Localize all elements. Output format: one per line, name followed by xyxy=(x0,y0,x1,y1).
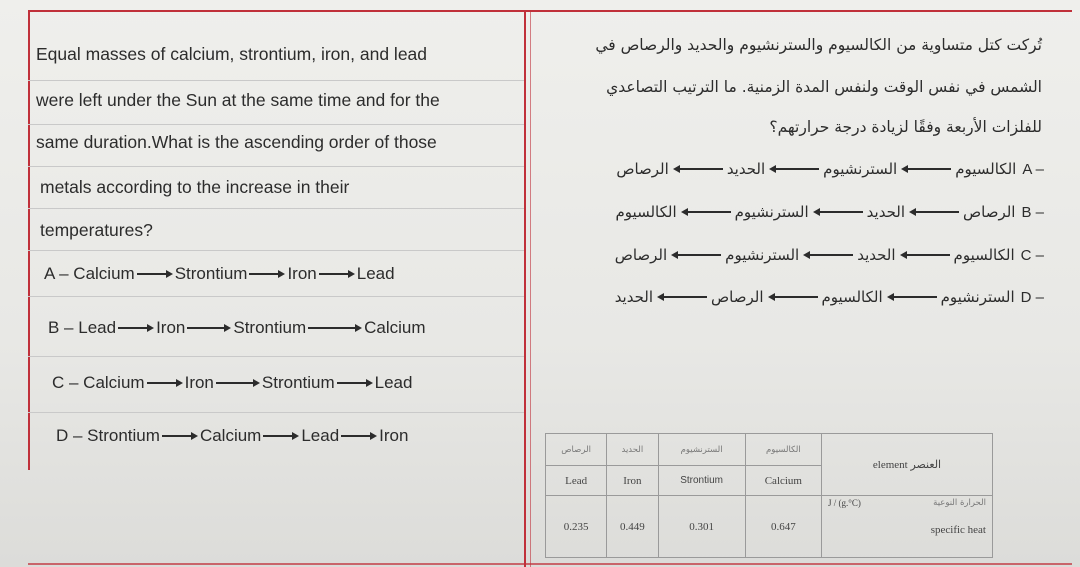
option-label: A – Calcium xyxy=(44,264,135,283)
option-item: Strontium xyxy=(233,318,307,337)
rule-line xyxy=(28,296,524,297)
option-b-en[interactable] xyxy=(48,318,426,338)
option-item: الحديد xyxy=(857,246,896,264)
center-divider-2 xyxy=(530,10,531,567)
bottom-border xyxy=(28,563,1072,565)
left-border xyxy=(28,10,30,470)
specific-heat-table xyxy=(545,433,993,558)
option-item: السترنشيوم xyxy=(940,288,1015,306)
table-header-en: Calcium xyxy=(745,466,821,496)
option-item: الحديد xyxy=(866,203,906,221)
rule-line xyxy=(28,124,524,125)
specific-heat-cell xyxy=(822,496,993,558)
table-value: 0.235 xyxy=(546,496,607,558)
specific-heat-en: specific heat xyxy=(930,524,986,536)
option-item: Calcium xyxy=(199,426,262,445)
top-border xyxy=(28,10,1072,12)
rule-line xyxy=(28,250,524,251)
arrow-icon xyxy=(887,292,937,302)
option-item: Lead xyxy=(301,426,340,445)
option-label: A – xyxy=(1022,160,1044,178)
arrow-icon xyxy=(147,378,183,388)
question-line-en: were left under the Sun at the same time and for the xyxy=(36,90,440,110)
option-c-ar[interactable] xyxy=(615,246,1044,264)
option-item: Lead xyxy=(374,373,413,392)
option-item: الرصاص xyxy=(963,203,1016,221)
arrow-icon xyxy=(263,431,299,441)
table-header-ar: السترنشيوم xyxy=(658,434,745,466)
question-line-ar: تُركت كتل متساوية من الكالسيوم والسترنشيوم والحديد والرصاص في xyxy=(595,36,1042,54)
arrow-icon xyxy=(671,250,721,260)
arrow-icon xyxy=(813,207,863,217)
table-value: 0.647 xyxy=(745,496,821,558)
arrow-icon xyxy=(137,269,173,279)
arrow-icon xyxy=(769,164,819,174)
option-a-en[interactable] xyxy=(44,264,395,284)
arrow-icon xyxy=(118,323,154,333)
table-value: 0.449 xyxy=(607,496,658,558)
table-header-en: Iron xyxy=(607,466,658,496)
question-line-en: temperatures? xyxy=(40,220,153,240)
option-item: Calcium xyxy=(364,318,426,337)
table-header-en: Lead xyxy=(546,466,607,496)
option-c-en[interactable] xyxy=(52,373,412,393)
option-label: B – Lead xyxy=(48,318,117,337)
option-item: السترنشيوم xyxy=(823,160,898,178)
option-label: D – xyxy=(1020,288,1044,306)
option-item: الرصاص xyxy=(614,246,668,264)
table-header-ar: الرصاص xyxy=(546,434,607,466)
arrow-icon xyxy=(900,250,950,260)
option-item: Strontium xyxy=(174,264,248,283)
option-item: الحديد xyxy=(614,288,654,306)
option-item: الرصاص xyxy=(616,160,669,178)
option-item: Iron xyxy=(287,264,317,283)
option-item: الحديد xyxy=(726,160,766,178)
center-divider xyxy=(524,10,526,567)
arrow-icon xyxy=(803,250,853,260)
arrow-icon xyxy=(249,269,285,279)
table-header-ar: الكالسيوم xyxy=(745,434,821,466)
arrow-icon xyxy=(187,323,231,333)
question-line-ar: الشمس في نفس الوقت ولنفس المدة الزمنية. ما الترتيب التصاعدي xyxy=(606,78,1042,96)
option-item: Iron xyxy=(184,373,214,392)
option-label: D – Strontium xyxy=(56,426,160,445)
arrow-icon xyxy=(319,269,355,279)
option-label: C – Calcium xyxy=(52,373,145,392)
table-header-en: Strontium xyxy=(658,466,745,496)
unit-label: J / (g.°C) xyxy=(828,498,861,508)
arrow-icon xyxy=(768,292,818,302)
arrow-icon xyxy=(341,431,377,441)
option-item: الرصاص xyxy=(711,288,764,306)
specific-heat-ar: الحرارة النوعية xyxy=(933,498,986,508)
option-label: C – xyxy=(1020,246,1044,264)
option-item: Iron xyxy=(156,318,186,337)
option-item: الكالسيوم xyxy=(821,288,883,306)
rule-line xyxy=(28,356,524,357)
arrow-icon xyxy=(909,207,959,217)
option-item: السترنشيوم xyxy=(734,203,809,221)
option-item: Strontium xyxy=(261,373,335,392)
rule-line xyxy=(28,208,524,209)
question-line-en: same duration.What is the ascending order of those xyxy=(36,132,437,152)
rule-line xyxy=(28,166,524,167)
option-item: الكالسيوم xyxy=(955,160,1017,178)
arrow-icon xyxy=(162,431,198,441)
option-item: الكالسيوم xyxy=(953,246,1015,264)
option-d-ar[interactable] xyxy=(615,288,1044,306)
arrow-icon xyxy=(673,164,723,174)
arrow-icon xyxy=(216,378,260,388)
option-b-ar[interactable] xyxy=(616,203,1044,221)
option-item: Lead xyxy=(356,264,395,283)
rule-line xyxy=(28,80,524,81)
element-label-cell: element العنصر xyxy=(822,434,993,496)
table-value: 0.301 xyxy=(658,496,745,558)
arrow-icon xyxy=(308,323,362,333)
question-line-en: Equal masses of calcium, strontium, iron, and lead xyxy=(36,44,428,64)
option-item: السترنشيوم xyxy=(725,246,800,264)
option-item: الكالسيوم xyxy=(615,203,677,221)
rule-line xyxy=(28,412,524,413)
option-d-en[interactable] xyxy=(56,426,408,446)
question-line-ar: للفلزات الأربعة وفقًا لزيادة درجة حرارتهم؟ xyxy=(769,118,1042,136)
option-label: B – xyxy=(1021,203,1044,221)
table-header-ar: الحديد xyxy=(607,434,658,466)
question-line-en: metals according to the increase in their xyxy=(40,177,350,197)
arrow-icon xyxy=(681,207,731,217)
option-a-ar[interactable] xyxy=(616,160,1044,178)
arrow-icon xyxy=(337,378,373,388)
option-item: Iron xyxy=(379,426,409,445)
arrow-icon xyxy=(901,164,951,174)
arrow-icon xyxy=(657,292,707,302)
